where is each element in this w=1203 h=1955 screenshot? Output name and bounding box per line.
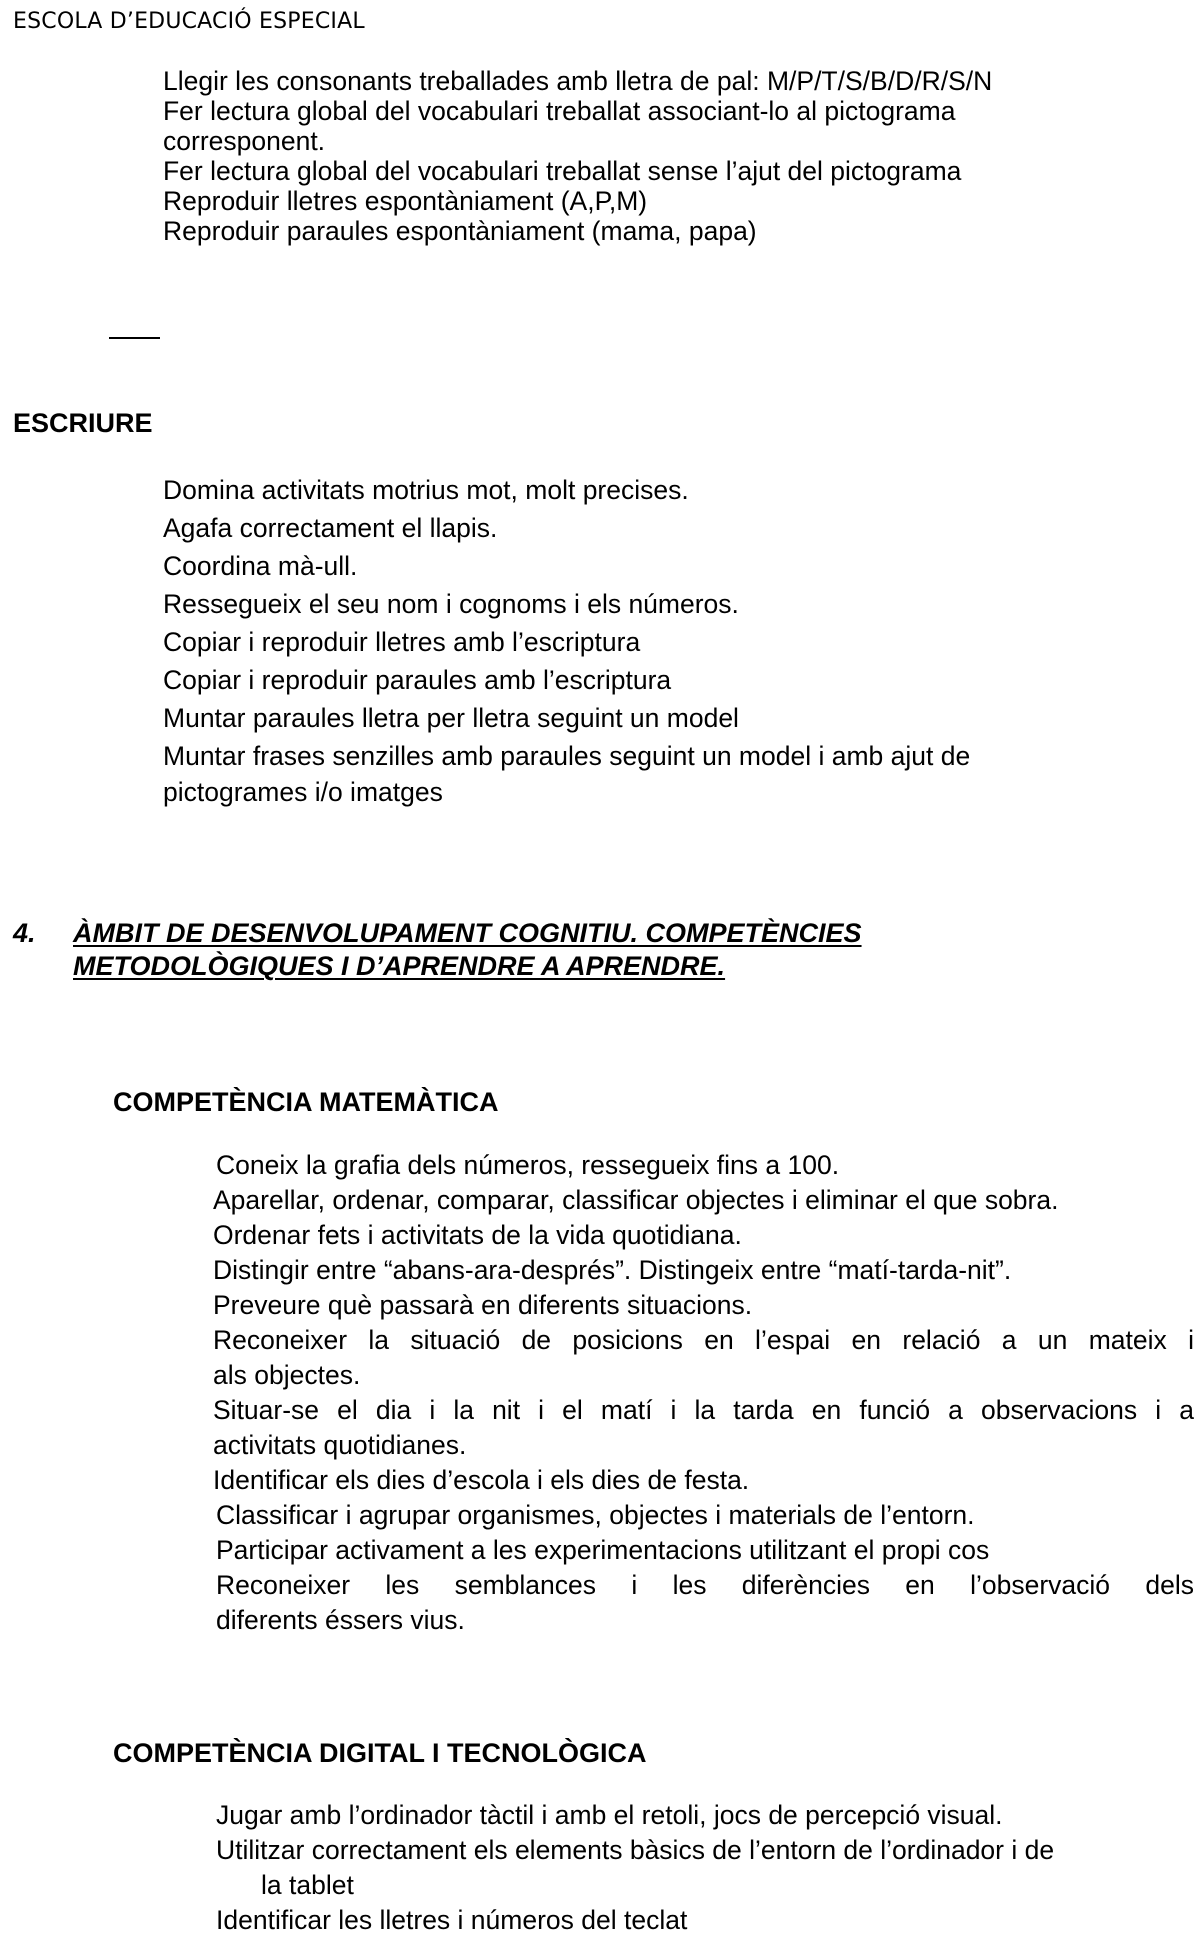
list-item: Reconeixer la situació de posicions en l’espai en relació a un mateix i (213, 1325, 1194, 1355)
section-title-text-2: METODOLÒGIQUES I D’APRENDRE A APRENDRE. (73, 951, 726, 981)
list-item: Ordenar fets i activitats de la vida quotidiana. (213, 1220, 742, 1250)
section-title-line-2 (73, 951, 725, 982)
list-item: Muntar paraules lletra per lletra seguint un model (163, 703, 739, 733)
list-item: Coordina mà-ull. (163, 551, 358, 581)
digital-heading: COMPETÈNCIA DIGITAL I TECNOLÒGICA (113, 1738, 647, 1768)
list-item: la tablet (261, 1870, 354, 1900)
list-item: als objectes. (213, 1360, 361, 1390)
list-item: corresponent. (163, 126, 326, 156)
list-item: Classificar i agrupar organismes, objectes i materials de l’entorn. (216, 1500, 975, 1530)
list-item: Muntar frases senzilles amb paraules seguint un model i amb ajut de (163, 741, 971, 771)
list-item: Jugar amb l’ordinador tàctil i amb el retoli, jocs de percepció visual. (216, 1800, 1003, 1830)
list-item: Participar activament a les experimentacions utilitzant el propi cos (216, 1535, 990, 1565)
list-item: Identificar els dies d’escola i els dies de festa. (213, 1465, 750, 1495)
list-item: Situar-se el dia i la nit i el matí i la tarda en funció a observacions i a (213, 1395, 1194, 1425)
list-item: Reproduir paraules espontàniament (mama, papa) (163, 216, 757, 246)
list-item: Distingir entre “abans-ara-després”. Distingeix entre “matí-tarda-nit”. (213, 1255, 1012, 1285)
section-title-text-1: ÀMBIT DE DESENVOLUPAMENT COGNITIU. COMPETÈNCIES (73, 918, 862, 948)
matematica-heading: COMPETÈNCIA MATEMÀTICA (113, 1087, 499, 1117)
list-item: Fer lectura global del vocabulari treballat sense l’ajut del pictograma (163, 156, 962, 186)
list-item: activitats quotidianes. (213, 1430, 467, 1460)
list-item: Coneix la grafia dels números, ressegueix fins a 100. (216, 1150, 840, 1180)
list-item: Fer lectura global del vocabulari treballat associant-lo al pictograma (163, 96, 956, 126)
list-item: Utilitzar correctament els elements bàsics de l’entorn de l’ordinador i de (216, 1835, 1055, 1865)
list-item: Copiar i reproduir lletres amb l’escriptura (163, 627, 641, 657)
section-number: 4. (13, 918, 36, 948)
list-item: Copiar i reproduir paraules amb l’escriptura (163, 665, 672, 695)
list-item: Reproduir lletres espontàniament (A,P,M) (163, 186, 648, 216)
section-title-line-1 (73, 918, 862, 949)
list-item: Aparellar, ordenar, comparar, classificar objectes i eliminar el que sobra. (213, 1185, 1059, 1215)
list-item: Agafa correctament el llapis. (163, 513, 498, 543)
list-item: Domina activitats motrius mot, molt precises. (163, 475, 689, 505)
document-header-title: ESCOLA D’EDUCACIÓ ESPECIAL (13, 9, 365, 34)
list-item: pictogrames i/o imatges (163, 777, 443, 807)
list-item: Preveure què passarà en diferents situacions. (213, 1290, 753, 1320)
horizontal-rule (109, 337, 160, 339)
list-item: Identificar les lletres i números del teclat (216, 1905, 688, 1935)
list-item: Reconeixer les semblances i les diferències en l’observació dels (216, 1570, 1194, 1600)
list-item: Ressegueix el seu nom i cognoms i els números. (163, 589, 739, 619)
escriure-heading: ESCRIURE (13, 408, 153, 438)
list-item: Llegir les consonants treballades amb lletra de pal: M/P/T/S/B/D/R/S/N (163, 66, 993, 96)
list-item: diferents éssers vius. (216, 1605, 465, 1635)
